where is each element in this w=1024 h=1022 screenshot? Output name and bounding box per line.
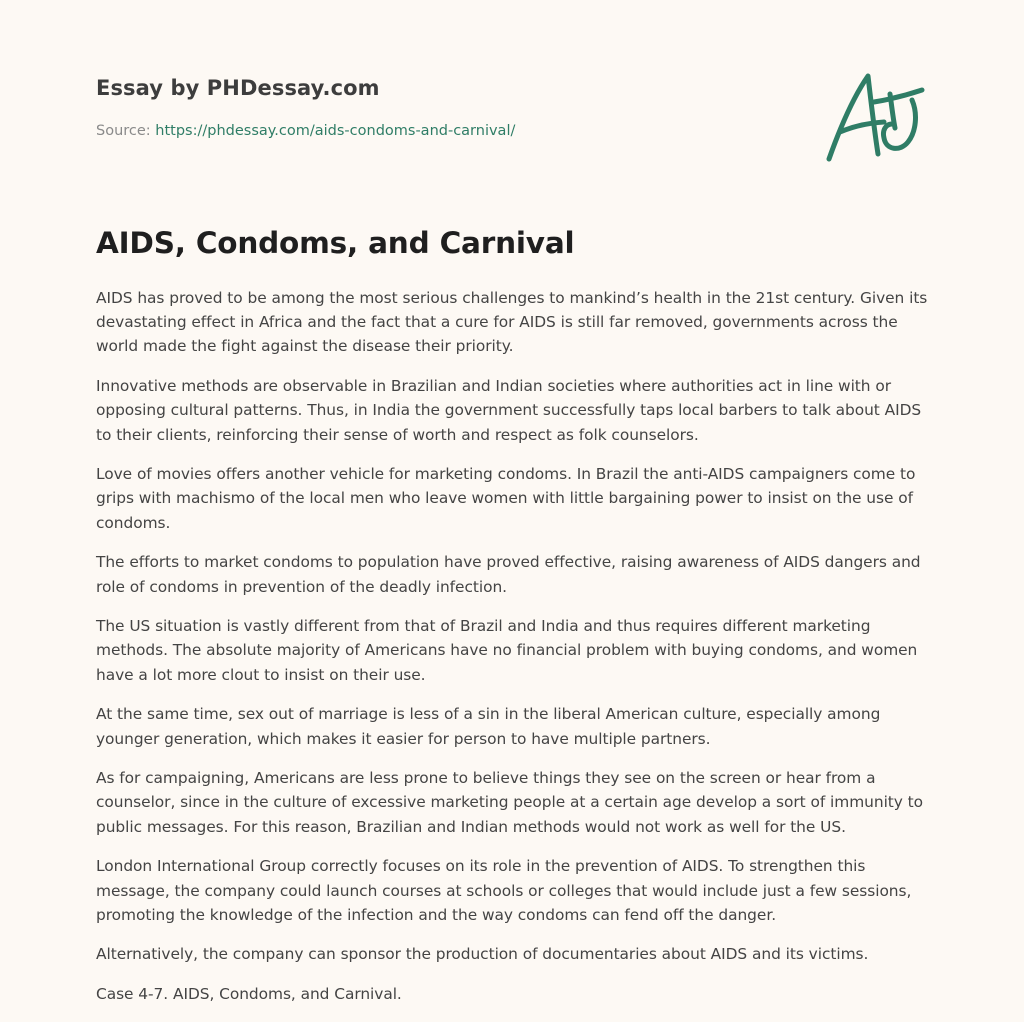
essay-paragraph: AIDS has proved to be among the most serious challenges to mankind’s health in the 21st century. Given its devastating effect in Africa and the fact that a cure for AIDS is still far removed, governments across the world made the fight against the disease their priority. — [96, 289, 928, 356]
essay-paragraph: Innovative methods are observable in Brazilian and Indian societies where authorities act in line with or opposing cultural patterns. Thus, in India the government successfully taps local barbers to talk about AIDS to their clients, reinforcing their sense of worth and respect as folk counselors. — [96, 377, 922, 444]
essay-paragraph: The efforts to market condoms to population have proved effective, raising awareness of AIDS dangers and role of condoms in prevention of the deadly infection. — [96, 553, 921, 596]
essay-header — [96, 0, 936, 190]
a-plus-grade-icon — [824, 66, 928, 166]
source-link[interactable]: https://phdessay.com/aids-condoms-and-carnival/ — [155, 123, 516, 139]
source-line — [96, 123, 515, 139]
essay-page — [96, 0, 936, 1004]
essay-paragraph: At the same time, sex out of marriage is less of a sin in the liberal American culture, especially among younger generation, which makes it easier for person to have multiple partners. — [96, 705, 881, 748]
source-label: Source: — [96, 123, 156, 139]
essay-body — [96, 286, 936, 1022]
essay-title: AIDS, Condoms, and Carnival — [96, 226, 575, 260]
essay-paragraph: Alternatively, the company can sponsor the production of documentaries about AIDS and its victims. — [96, 945, 869, 964]
essay-paragraph: London International Group correctly focuses on its role in the prevention of AIDS. To strengthen this message, the company could launch courses at schools or colleges that would include just a few sessions, promoting the knowledge of the infection and the way condoms can fend off the danger. — [96, 857, 912, 924]
essay-paragraph: Case 4-7. AIDS, Condoms, and Carnival. — [96, 985, 402, 1004]
site-brand: Essay by PHDessay.com — [96, 76, 380, 100]
essay-paragraph: As for campaigning, Americans are less prone to believe things they see on the screen or hear from a counselor, since in the culture of excessive marketing people at a certain age develop a sort of immunity to public messages. For this reason, Brazilian and Indian methods would not work as well for the US. — [96, 769, 924, 836]
essay-paragraph: Love of movies offers another vehicle for marketing condoms. In Brazil the anti-AIDS campaigners come to grips with machismo of the local men who leave women with little bargaining power to insist on the use of condoms. — [96, 465, 916, 532]
essay-paragraph: The US situation is vastly different from that of Brazil and India and thus requires different marketing methods. The absolute majority of Americans have no financial problem with buying condoms, and women have a lot more clout to insist on their use. — [96, 617, 918, 684]
